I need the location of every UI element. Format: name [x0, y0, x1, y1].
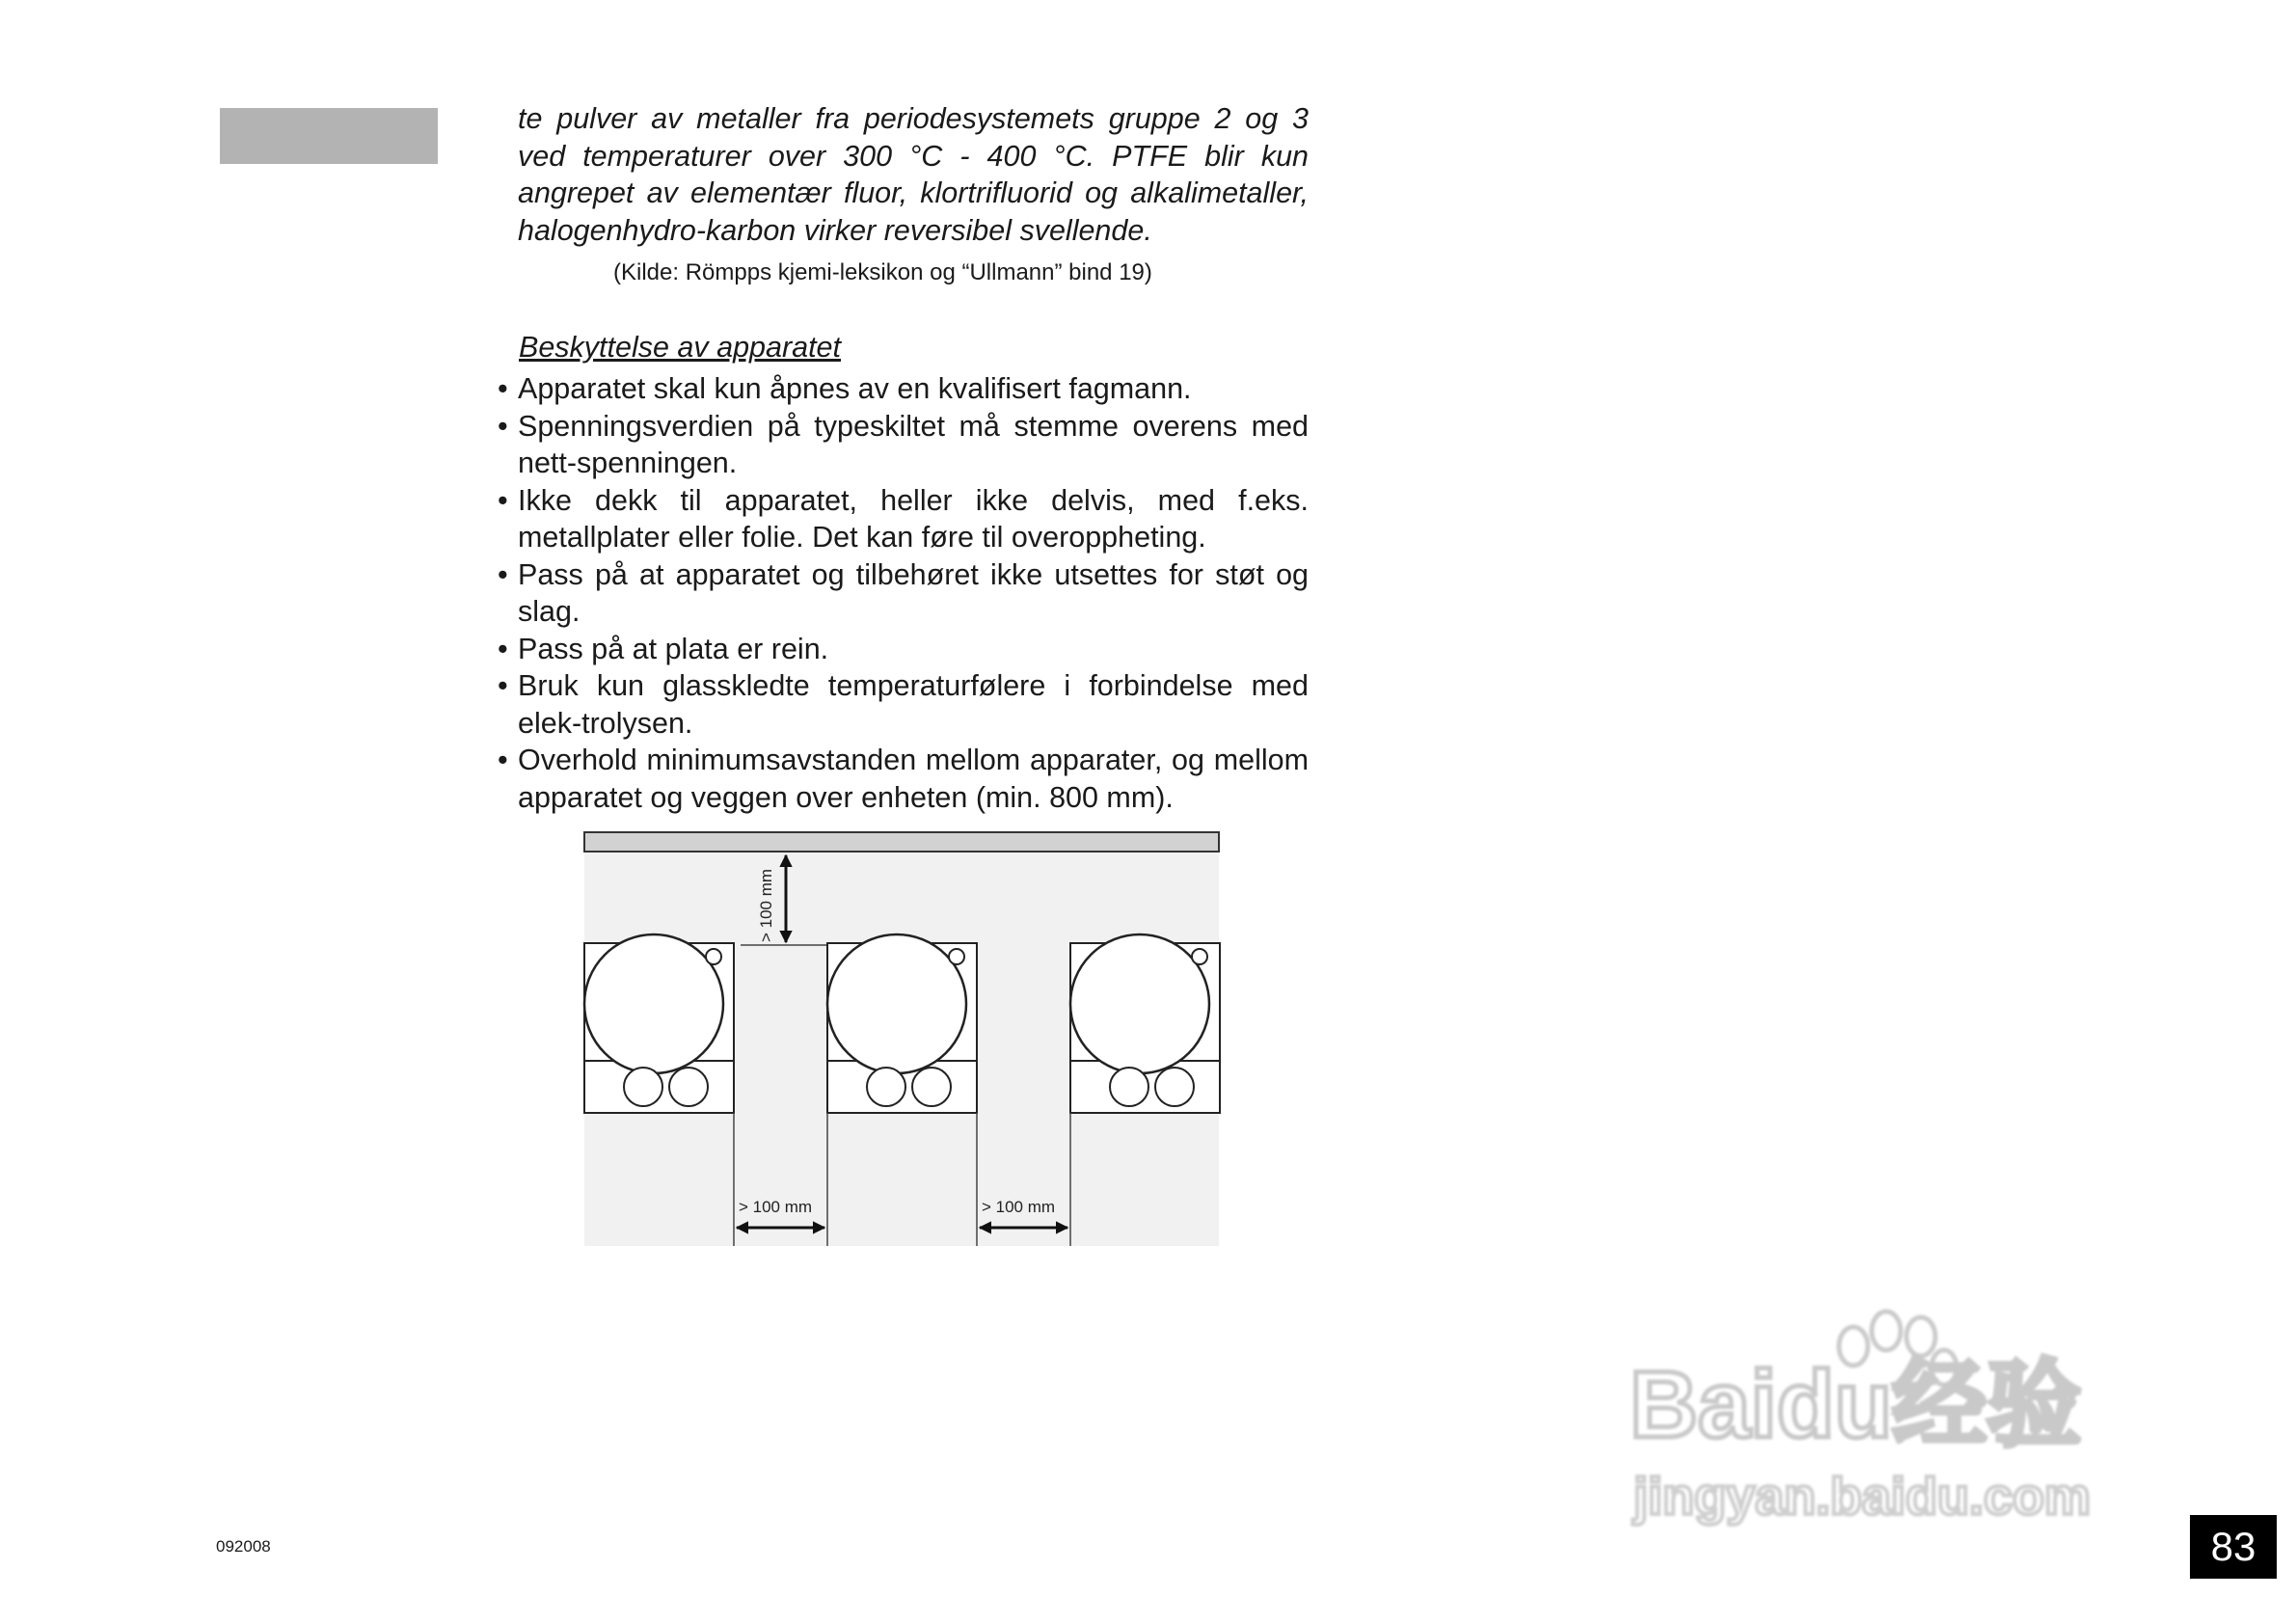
list-item-text: Pass på at plata er rein. — [518, 632, 829, 665]
document-code: 092008 — [216, 1537, 271, 1556]
bullet-icon: • — [498, 744, 508, 776]
wall-bar — [584, 832, 1219, 852]
list-item-text: Apparatet skal kun åpnes av en kvalifisert fagmann. — [518, 372, 1192, 405]
list-item — [498, 556, 1309, 631]
list-item — [498, 408, 1309, 482]
watermark-url-text: jingyan.baidu.com — [1634, 1468, 2092, 1526]
spacing-diagram — [579, 825, 1225, 1246]
bullet-icon: • — [498, 409, 508, 443]
list-item-text: Overhold minimumsavstanden mellom apparater, og mellom apparatet og veggen over enheten (min. 800 mm). — [518, 744, 1309, 814]
list-item — [498, 482, 1309, 556]
list-item — [498, 667, 1309, 742]
gap-label-1: > 100 mm — [739, 1198, 813, 1216]
list-item-text: Pass på at apparatet og tilbehøret ikke utsettes for støt og slag. — [518, 557, 1309, 628]
bullet-icon: • — [498, 372, 508, 405]
bullet-icon: • — [498, 483, 508, 517]
section-marker-tab — [220, 108, 438, 164]
intro-paragraph: te pulver av metaller fra periodesystemets gruppe 2 og 3 ved temperaturer over 300 °C - 400 °C. PTFE blir kun angrepet av elementær fluor, klortrifluorid og alkalimetaller, halogenhydro-karbon virker reversibel svellende. — [518, 102, 1309, 247]
gap-label-2: > 100 mm — [982, 1198, 1056, 1216]
baidu-watermark — [1601, 1273, 2179, 1543]
device-left — [584, 934, 734, 1113]
list-item-text: Spenningsverdien på typeskiltet må stemme overens med nett-spenningen. — [518, 409, 1309, 479]
list-item-text: Bruk kun glasskledte temperaturfølere i forbindelse med elek-trolysen. — [518, 669, 1309, 740]
bullet-icon: • — [498, 557, 508, 591]
vertical-gap-label: > 100 mm — [757, 868, 775, 942]
list-item-text: Ikke dekk til apparatet, heller ikke delvis, med f.eks. metallplater eller folie. Det kan føre til overoppheting. — [518, 483, 1309, 554]
device-right — [1070, 934, 1220, 1113]
list-item — [498, 370, 1309, 408]
page-number-badge: 83 — [2190, 1515, 2277, 1579]
list-item — [498, 631, 1309, 668]
source-citation: (Kilde: Römpps kjemi-leksikon og “Ullmann” bind 19) — [613, 259, 1152, 285]
bullet-icon: • — [498, 632, 508, 665]
watermark-main-text: Baidu经验 — [1630, 1351, 2082, 1457]
section-heading: Beskyttelse av apparatet — [519, 331, 841, 364]
safety-bullet-list — [498, 370, 1309, 816]
list-item — [498, 742, 1309, 816]
device-middle — [827, 934, 977, 1113]
bullet-icon: • — [498, 669, 508, 702]
